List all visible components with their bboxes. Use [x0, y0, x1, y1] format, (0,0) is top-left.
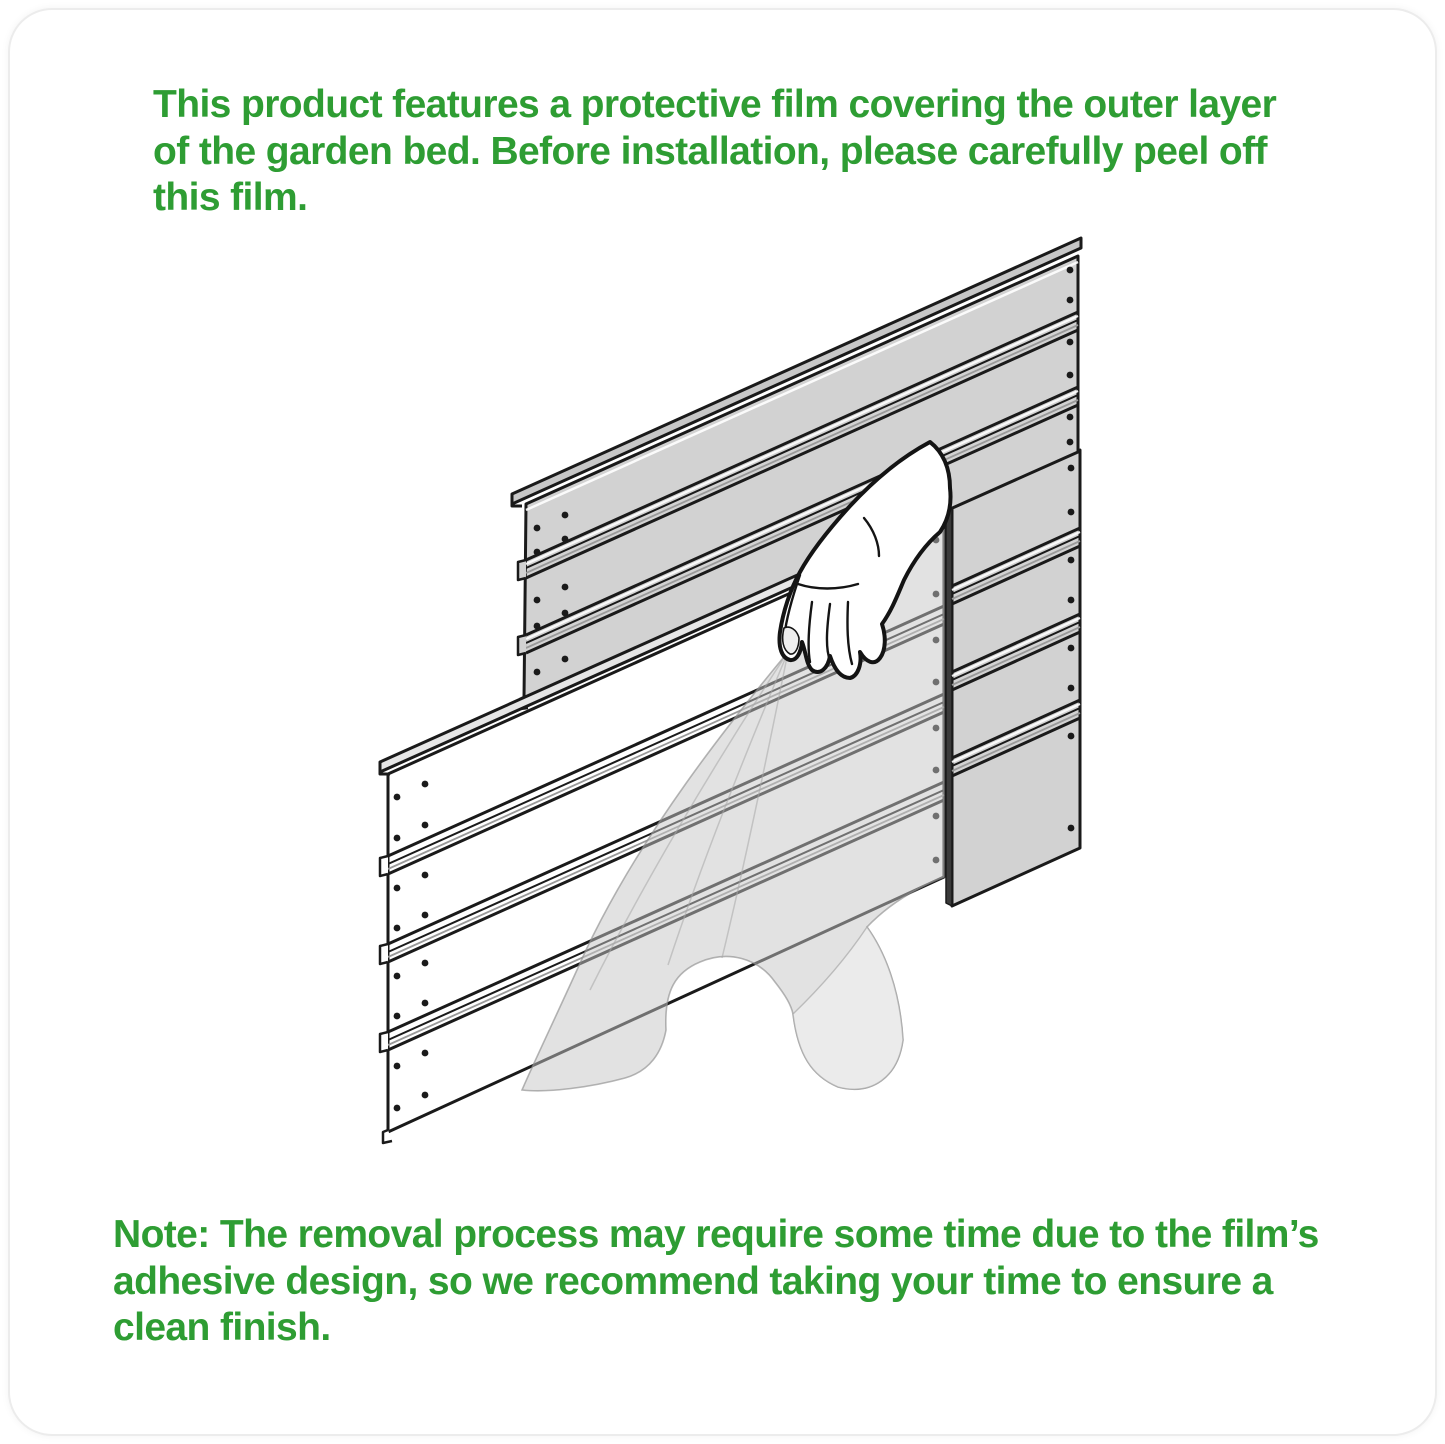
top-instruction-text: This product features a protective film covering the outer layer of the garden bed. Before installation, please carefully peel off this film.: [153, 83, 1277, 219]
thumb-nail: [783, 627, 799, 654]
back-right-panel: [946, 450, 1080, 906]
bottom-note-text: Note: The removal process may require some time due to the film’s adhesive design, so we recommend taking your time to ensure a clean finish.: [113, 1213, 1319, 1349]
